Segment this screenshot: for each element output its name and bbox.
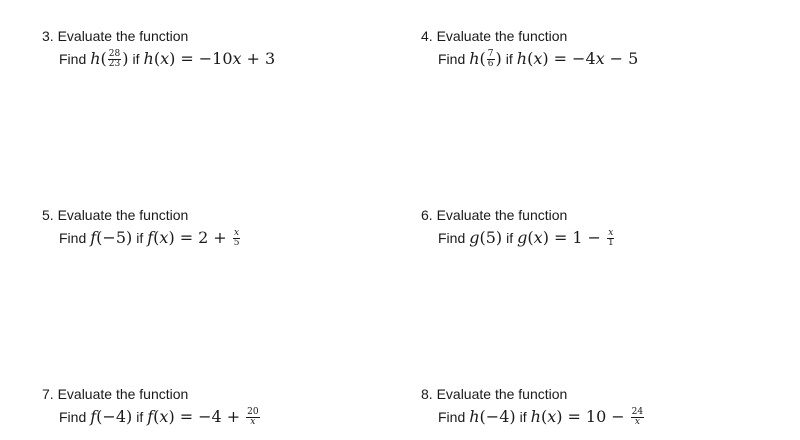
find-word: Find (59, 230, 87, 246)
fraction-denominator: x (634, 417, 640, 427)
math-call: h(−4) (469, 407, 516, 426)
input-value: 5 (485, 228, 496, 247)
function-name: f (90, 407, 97, 426)
function-name: h (469, 49, 480, 68)
problem-8 (421, 385, 781, 427)
rhs-constant: 3 (264, 49, 276, 68)
rhs-coefficient: −4 (572, 49, 596, 68)
problem-statement (438, 226, 616, 250)
rhs-operator: − (611, 407, 625, 426)
function-name: h (530, 407, 541, 426)
fraction-denominator: 5 (233, 238, 240, 248)
function-name: h (143, 49, 154, 68)
function-name: h (516, 49, 528, 68)
math-call: h( $\frac{7}{6}$ ) (469, 49, 502, 69)
rhs-constant: 10 (585, 407, 607, 426)
rhs-operator: − (587, 228, 601, 247)
rhs-fraction (246, 408, 259, 427)
equals-sign: = (179, 407, 194, 426)
fraction-denominator: x (250, 417, 256, 427)
rhs-constant: −4 (198, 407, 222, 426)
function-name: h (469, 407, 480, 426)
fraction-numerator: x (608, 228, 614, 238)
problem-statement (59, 47, 275, 71)
math-call: f(−4) (90, 407, 133, 426)
problem-4 (421, 27, 781, 69)
input-value: −4 (485, 407, 510, 426)
fraction-numerator: 7 (487, 49, 494, 59)
rhs-constant: 2 (198, 228, 209, 247)
if-word: if (506, 230, 514, 246)
rhs-coefficient: −10 (198, 49, 233, 68)
variable: x (533, 49, 543, 68)
equals-sign: = (179, 228, 194, 247)
find-word: Find (59, 51, 87, 67)
math-definition: g(x) = 1 − $\frac{x}{1}$ (517, 228, 614, 248)
equals-sign: = (553, 49, 568, 68)
fraction-denominator: 6 (487, 59, 494, 69)
problem-statement (438, 47, 638, 71)
find-word: Find (438, 51, 466, 67)
fraction-numerator: 20 (247, 407, 259, 417)
problem-statement (59, 226, 241, 250)
rhs-operator: + (213, 228, 227, 247)
problem-statement (59, 405, 261, 429)
if-word: if (136, 230, 144, 246)
variable: x (595, 49, 605, 68)
fraction-numerator: 28 (108, 49, 121, 59)
fraction-denominator: 23 (108, 59, 121, 69)
problem-heading: 5. Evaluate the function (42, 207, 189, 223)
rhs-constant: 1 (572, 228, 583, 247)
math-definition: f(x) = 2 + $\frac{x}{5}$ (147, 228, 240, 248)
rhs-operator: − (609, 49, 624, 68)
input-value: −4 (102, 407, 126, 426)
function-name: g (469, 228, 480, 247)
input-value: −5 (102, 228, 126, 247)
equals-sign: = (553, 228, 568, 247)
math-definition: h(x) = −4x − 5 (516, 49, 639, 68)
function-name: f (147, 228, 154, 247)
problem-heading: 6. Evaluate the function (421, 207, 568, 223)
problem-heading: 8. Evaluate the function (421, 386, 568, 402)
problem-statement (438, 405, 645, 429)
fraction-denominator: 1 (607, 238, 614, 248)
variable: x (159, 407, 169, 426)
math-definition: h(x) = −10x + 3 (143, 49, 276, 68)
if-word: if (519, 409, 527, 425)
problem-heading: 7. Evaluate the function (42, 386, 189, 402)
fraction-numerator: x (234, 228, 240, 238)
math-definition: h(x) = 10 − $\frac{24}{x}$ (530, 407, 644, 427)
rhs-fraction (233, 229, 241, 248)
function-name: h (90, 49, 101, 68)
problem-3 (42, 27, 402, 69)
variable: x (533, 228, 543, 247)
problem-heading: 4. Evaluate the function (421, 28, 568, 44)
variable: x (232, 49, 242, 68)
equals-sign: = (180, 49, 194, 68)
math-call: f(−5) (90, 228, 133, 247)
rhs-fraction (631, 408, 644, 427)
variable: x (159, 228, 169, 247)
if-word: if (132, 51, 140, 67)
variable: x (160, 49, 170, 68)
function-name: f (90, 228, 97, 247)
input-fraction (487, 50, 495, 69)
find-word: Find (438, 409, 466, 425)
variable: x (547, 407, 557, 426)
function-name: g (517, 228, 528, 247)
math-call: g(5) (469, 228, 503, 247)
input-fraction (108, 50, 121, 69)
fraction-numerator: 24 (631, 407, 644, 417)
problem-6 (421, 206, 781, 248)
rhs-operator: + (226, 407, 241, 426)
math-call: h( $\frac{28}{23}$ ) (90, 49, 129, 69)
if-word: if (505, 51, 513, 67)
problem-7 (42, 385, 402, 427)
function-name: f (147, 407, 154, 426)
equals-sign: = (567, 407, 581, 426)
problem-heading: 3. Evaluate the function (42, 28, 189, 44)
find-word: Find (438, 230, 466, 246)
rhs-constant: 5 (628, 49, 639, 68)
math-definition: f(x) = −4 + $\frac{20}{x}$ (147, 407, 259, 427)
if-word: if (136, 409, 144, 425)
find-word: Find (59, 409, 87, 425)
rhs-operator: + (246, 49, 260, 68)
rhs-fraction (607, 229, 615, 248)
problem-5 (42, 206, 402, 248)
